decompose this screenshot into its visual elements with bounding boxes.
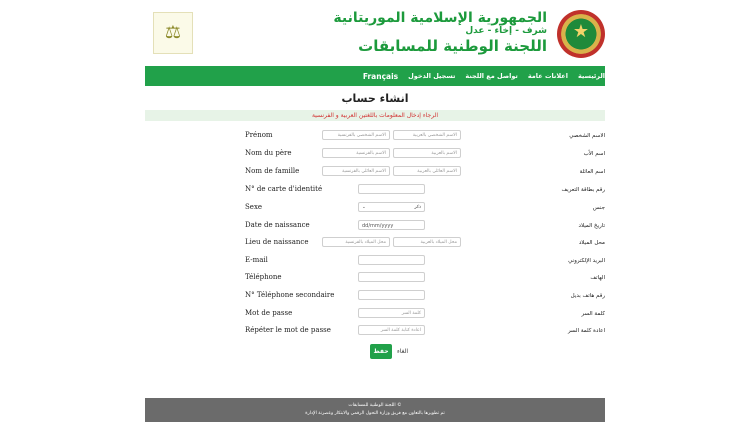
pere-ar-input[interactable]: الاسم بالعربية: [393, 148, 461, 158]
row-telephone: [145, 272, 605, 286]
page-title: انشاء حساب: [341, 92, 409, 105]
label-email-fr: E-mail: [245, 256, 268, 264]
row-cni: [145, 184, 605, 198]
label-lieu-fr: Lieu de naissance: [245, 238, 309, 246]
footer-copyright: © اللجنة الوطنية للمسابقات: [348, 403, 402, 408]
label-sexe-fr: Sexe: [245, 203, 263, 211]
scales-of-justice-icon: ⚖: [153, 12, 193, 54]
row-nom-pere: [145, 148, 605, 162]
label-cni-ar: رقم بطاقة التعريف: [561, 187, 605, 193]
label-prenom-ar: الاسم الشخصي: [569, 133, 605, 139]
label-famille-fr: Nom de famille: [245, 167, 300, 175]
bilingual-notice: الرجاء إدخال المعلومات باللغتين العربية و الفرنسية: [145, 110, 605, 121]
cni-input[interactable]: [358, 184, 425, 194]
site-footer: [145, 398, 605, 422]
label-naissance-ar: تاريخ الميلاد: [578, 223, 605, 229]
label-mdp2-fr: Répéter le mot de passe: [245, 326, 331, 334]
national-motto: شرف - إخاء - عدل: [465, 26, 547, 36]
famille-ar-input[interactable]: الاسم العائلي بالعربية: [393, 166, 461, 176]
label-email-ar: البريد الإلكتروني: [568, 258, 605, 264]
prenom-ar-input[interactable]: الاسم الشخصي بالعربية: [393, 130, 461, 140]
lieu-ar-input[interactable]: محل الميلاد بالعربية: [393, 237, 461, 247]
label-pere-fr: Nom du père: [245, 149, 292, 157]
nav-announcements[interactable]: اعلانات عامة: [527, 72, 568, 80]
nav-contact[interactable]: تواصل مع اللجنة: [465, 72, 518, 80]
chevron-down-icon: ⌄: [362, 205, 366, 210]
cancel-link[interactable]: الغاء: [397, 348, 409, 355]
row-lieu: [145, 237, 605, 251]
password-input[interactable]: كلمة السر: [358, 308, 425, 318]
famille-fr-input[interactable]: الاسم العائلي بالفرنسية: [322, 166, 390, 176]
email-field[interactable]: [358, 255, 425, 265]
label-mdp2-ar: اعادة كلمة السر: [567, 328, 605, 334]
row-nom-famille: [145, 166, 605, 180]
row-sexe: [145, 202, 605, 216]
label-sexe-ar: جنس: [592, 205, 605, 211]
committee-title: اللجنة الوطنية للمسابقات: [358, 37, 547, 55]
label-telephone-fr: Téléphone: [245, 273, 282, 281]
row-email: [145, 255, 605, 269]
label-naissance-fr: Date de naissance: [245, 221, 310, 229]
nav-language-french[interactable]: Français: [362, 71, 399, 81]
label-famille-ar: اسم العائلة: [579, 169, 605, 175]
birthdate-input[interactable]: dd/mm/yyyy: [358, 220, 425, 230]
row-password-confirm: [145, 325, 605, 339]
label-prenom-fr: Prénom: [245, 131, 273, 139]
nav-login[interactable]: تسجيل الدخول: [408, 72, 456, 80]
label-mdp-fr: Mot de passe: [245, 309, 293, 317]
national-seal-icon: [557, 10, 605, 58]
header-titles: [333, 10, 547, 55]
label-telephone-ar: الهاتف: [590, 275, 605, 281]
main-navbar: [145, 66, 605, 86]
password-confirm-input[interactable]: اعادة كتابة كلمة السر: [358, 325, 425, 335]
prenom-fr-input[interactable]: الاسم الشخصي بالفرنسية: [322, 130, 390, 140]
label-pere-ar: اسم الأب: [583, 151, 605, 157]
form-actions: [145, 344, 605, 360]
save-button[interactable]: حفظ: [370, 344, 392, 359]
footer-credits: تم تطويرها بالتعاون مع فريق وزارة التحول الرقمي والابتكار وعصرنة الإدارة: [305, 411, 445, 416]
sexe-select[interactable]: [358, 202, 425, 212]
row-prenom: [145, 130, 605, 144]
label-mdp-ar: كلمة السر: [581, 311, 605, 317]
telephone-input[interactable]: [358, 272, 425, 282]
sexe-selected-value: ذكر: [414, 205, 421, 210]
row-password: [145, 308, 605, 322]
nav-home[interactable]: الرئيسية: [577, 72, 605, 80]
lieu-fr-input[interactable]: محل الميلاد بالفرنسية: [322, 237, 390, 247]
site-header: [145, 8, 605, 64]
label-lieu-ar: محل الميلاد: [578, 240, 605, 246]
label-tel2-ar: رقم هاتف بديل: [570, 293, 605, 299]
secondary-phone-input[interactable]: [358, 290, 425, 300]
row-naissance: [145, 220, 605, 234]
label-tel2-fr: N° Téléphone secondaire: [245, 291, 335, 299]
label-cni-fr: N° de carte d'identité: [245, 185, 323, 193]
country-title: الجمهورية الإسلامية الموريتانية: [333, 10, 547, 26]
pere-fr-input[interactable]: الاسم بالفرنسية: [322, 148, 390, 158]
row-telephone-secondaire: [145, 290, 605, 304]
